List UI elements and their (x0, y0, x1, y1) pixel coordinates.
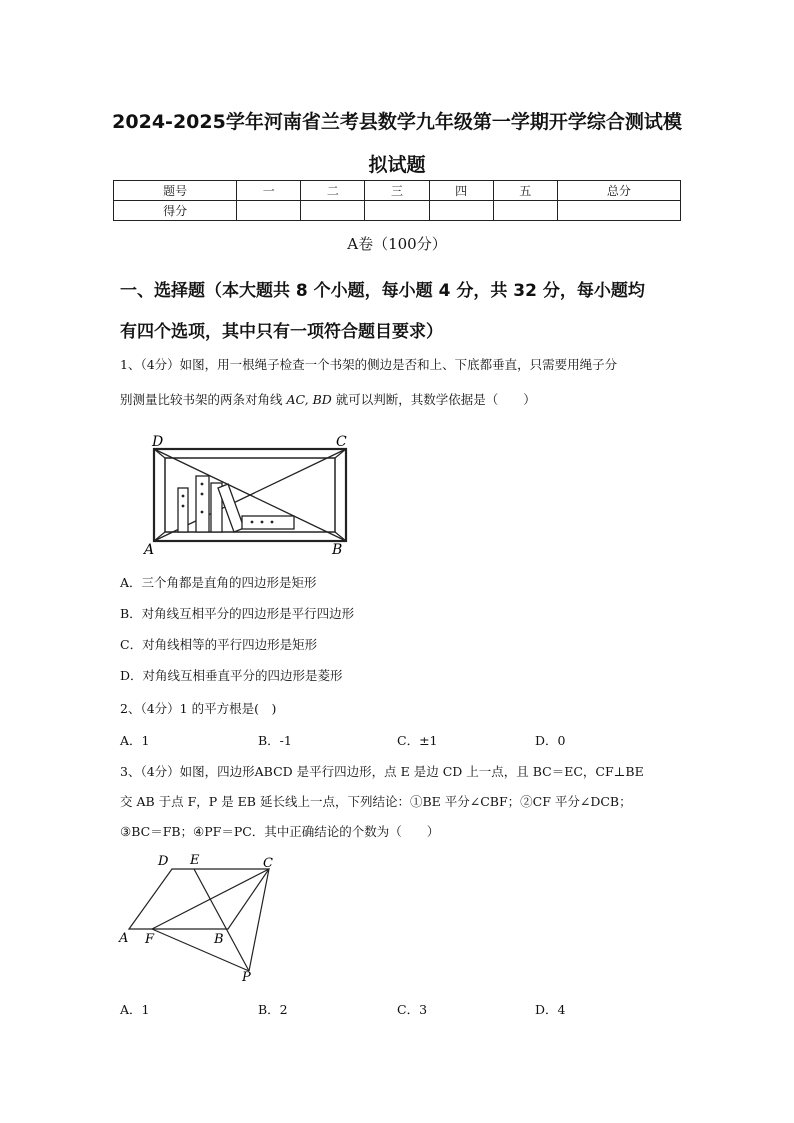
bookshelf-figure (140, 432, 360, 562)
score-header-cell: 四 (429, 181, 493, 201)
section-heading-line2: 有四个选项，其中只有一项符合题目要求） (120, 322, 443, 342)
q3-label-a: A (119, 931, 129, 946)
score-cell-empty[interactable] (557, 201, 680, 221)
score-cell-empty[interactable] (237, 201, 301, 221)
line-fc (152, 869, 269, 929)
q1-stem-line2-tail: 就可以判断，其数学依据是（ ） (335, 392, 536, 407)
q3-label-d: D (158, 854, 169, 869)
q1-stem-line1: 1、（4分）如图，用一根绳子检查一个书架的侧边是否和上、下底都垂直，只需要用绳子分 (120, 357, 618, 372)
book-lying (242, 516, 294, 529)
page-title-line2: 拟试题 (368, 154, 426, 176)
score-header-cell: 二 (301, 181, 365, 201)
q3-option-c[interactable]: C．3 (397, 1002, 428, 1017)
q3-stem-line1: 3、（4分）如图，四边形ABCD 是平行四边形，点 E 是边 CD 上一点，且 BC＝EC，CF⊥BE (120, 764, 644, 779)
score-table-header-row (114, 181, 681, 201)
page-title: 2024-2025学年河南省兰考县数学九年级第一学期开学综合测试模 (112, 111, 682, 133)
score-cell-empty[interactable] (365, 201, 429, 221)
q3-stem-line3: ③BC＝FB；④PF＝PC．其中正确结论的个数为（ ） (120, 824, 440, 839)
score-header-cell: 五 (493, 181, 557, 201)
score-header-cell: 总分 (557, 181, 680, 201)
score-cell-empty[interactable] (493, 201, 557, 221)
q1-label-c: C (336, 434, 347, 450)
q3-option-b[interactable]: B．2 (258, 1002, 288, 1017)
q3-option-d[interactable]: D．4 (535, 1002, 566, 1017)
line-fp (152, 929, 249, 971)
q3-label-c: C (263, 856, 273, 871)
section-heading-line1: 一、选择题（本大题共 8 个小题，每小题 4 分，共 32 分，每小题均 (120, 281, 645, 301)
q2-option-b[interactable]: B．-1 (258, 733, 292, 748)
q1-stem-line2 (120, 390, 536, 408)
score-row-label: 得分 (114, 201, 237, 221)
q3-option-a[interactable]: A．1 (120, 1002, 150, 1017)
q2-option-a[interactable]: A．1 (120, 733, 150, 748)
q3-stem-line2: 交 AB 于点 F，P 是 EB 延长线上一点，下列结论：①BE 平分∠CBF；②CF 平分∠DCB； (120, 794, 632, 809)
line-ep (194, 869, 249, 971)
q1-label-a: A (144, 542, 155, 558)
q1-label-d: D (152, 434, 164, 450)
parallelogram-figure (112, 850, 287, 985)
q1-option-b[interactable]: B．对角线互相平分的四边形是平行四边形 (120, 606, 355, 621)
score-header-cell: 一 (237, 181, 301, 201)
q1-option-a[interactable]: A．三个角都是直角的四边形是矩形 (120, 575, 317, 590)
q1-stem-line2-text: 别测量比较书架的两条对角线 (120, 392, 283, 407)
q1-math-ac-bd: AC, BD (286, 392, 332, 407)
q2-stem: 2、（4分）1 的平方根是( ) (120, 701, 277, 716)
q1-label-b: B (332, 542, 343, 558)
q3-label-f: F (145, 932, 155, 947)
q1-option-c[interactable]: C．对角线相等的平行四边形是矩形 (120, 637, 318, 652)
score-cell-empty[interactable] (429, 201, 493, 221)
q3-label-b: B (214, 932, 224, 947)
score-table-score-row (114, 201, 681, 221)
q3-label-p: P (242, 970, 251, 985)
volume-heading: A卷（100分） (347, 235, 447, 253)
score-table (113, 180, 681, 221)
score-header-cell: 题号 (114, 181, 237, 201)
score-header-cell: 三 (365, 181, 429, 201)
score-cell-empty[interactable] (301, 201, 365, 221)
q3-label-e: E (190, 853, 200, 868)
q2-option-c[interactable]: C．±1 (397, 733, 438, 748)
q2-option-d[interactable]: D．0 (535, 733, 566, 748)
q1-option-d[interactable]: D．对角线互相垂直平分的四边形是菱形 (120, 668, 343, 683)
